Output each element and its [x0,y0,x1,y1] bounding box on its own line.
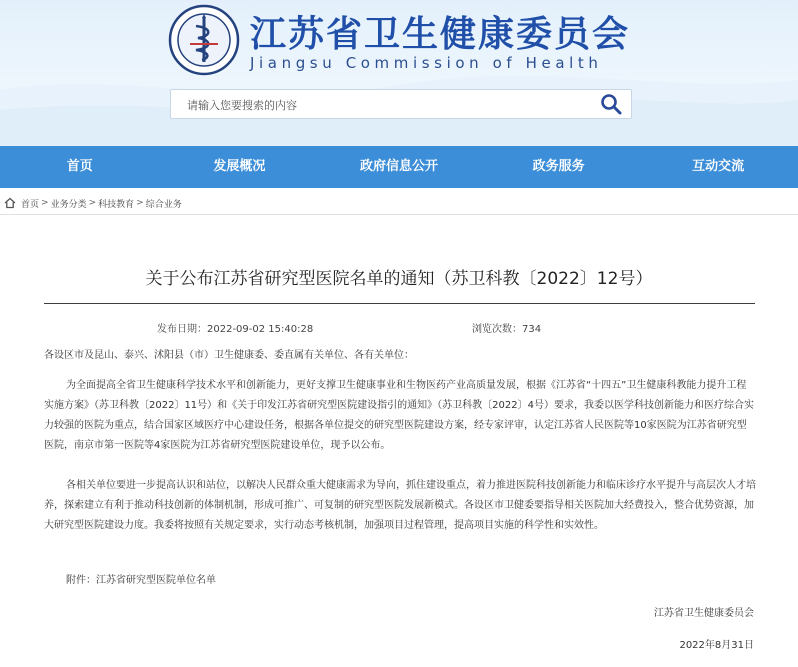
nav-government-info[interactable]: 政府信息公开 [359,159,438,174]
article-paragraph: 为全面提高全省卫生健康科学技术水平和创新能力，更好支撑卫生健康事业和生物医药产业高质量发展，根据《江苏省“十四五”卫生健康科教能力提升工程实施方案》（苏卫科教〔2022〕11号）和《关于印发江苏省研究型医院建设指引的通知》（苏卫科教〔2022〕4号）要求，我委以医学科技创新能力和医疗综合实力较强的医院为重点，结合国家区域医疗中心建设任务，根据各单位提交的研究型医院建设方案，经专家评审，认定江苏省人民医院等10家医院为江苏省研究型医院，南京市第一医院等4家医院为江苏省研究型医院建设单位，现予以公布。 [44,380,754,451]
title-divider [44,303,755,304]
site-header [0,0,798,146]
nav-home[interactable]: 首页 [66,159,93,174]
main-nav [0,146,798,188]
search-icon[interactable] [599,93,623,115]
breadcrumb-science-education[interactable]: 科技教育 [98,199,135,210]
breadcrumb-home[interactable]: 首页 [21,199,40,210]
attachment-link[interactable]: 附件：江苏省研究型医院单位名单 [66,575,216,586]
breadcrumb-business-category[interactable]: 业务分类 [50,199,87,210]
view-count [472,320,541,335]
article-title: 关于公布江苏省研究型医院名单的通知（苏卫科教〔2022〕12号） [145,269,653,289]
nav-interaction[interactable]: 互动交流 [692,159,745,174]
article-salutation: 各设区市及昆山、泰兴、沭阳县（市）卫生健康委、委直属有关单位、各有关单位： [44,350,414,361]
breadcrumb-separator: > [136,198,144,208]
emblem-icon[interactable] [168,4,240,76]
search-input[interactable] [185,90,589,120]
breadcrumb [0,194,182,212]
article-signature: 江苏省卫生健康委员会 [654,608,754,619]
site-subtitle: Jiangsu Commission of Health [250,54,603,72]
breadcrumb-separator: > [41,198,49,208]
nav-development-overview[interactable]: 发展概况 [213,159,266,174]
article-date: 2022年8月31日 [679,640,754,651]
publish-date-value: 2022-09-02 15:40:28 [207,324,314,335]
search-bar [170,89,632,119]
view-count-label: 浏览次数： [472,324,522,335]
breadcrumb-divider [0,214,798,215]
home-icon [4,197,16,209]
nav-government-services[interactable]: 政务服务 [532,159,585,174]
site-title: 江苏省卫生健康委员会 [250,14,631,55]
breadcrumb-general-business[interactable]: 综合业务 [145,199,182,210]
publish-date [157,320,313,335]
article-paragraph: 各相关单位要进一步提高认识和站位，以解决人民群众重大健康需求为导向，抓住建设重点，着力推进医院科技创新能力和临床诊疗水平提升与高层次人才培养，探索建立有利于推动科技创新的体制机制，形成可推广、可复制的研究型医院发展新模式。各设区市卫健委要指导相关医院加大经费投入，整合优势资源，加大研究型医院建设力度。我委将按照有关规定要求，实行动态考核机制，加强项目过程管理，提高项目实施的科学性和实效性。 [44,480,756,531]
publish-date-label: 发布日期： [157,324,207,335]
breadcrumb-separator: > [88,198,97,208]
view-count-value: 734 [522,324,542,335]
